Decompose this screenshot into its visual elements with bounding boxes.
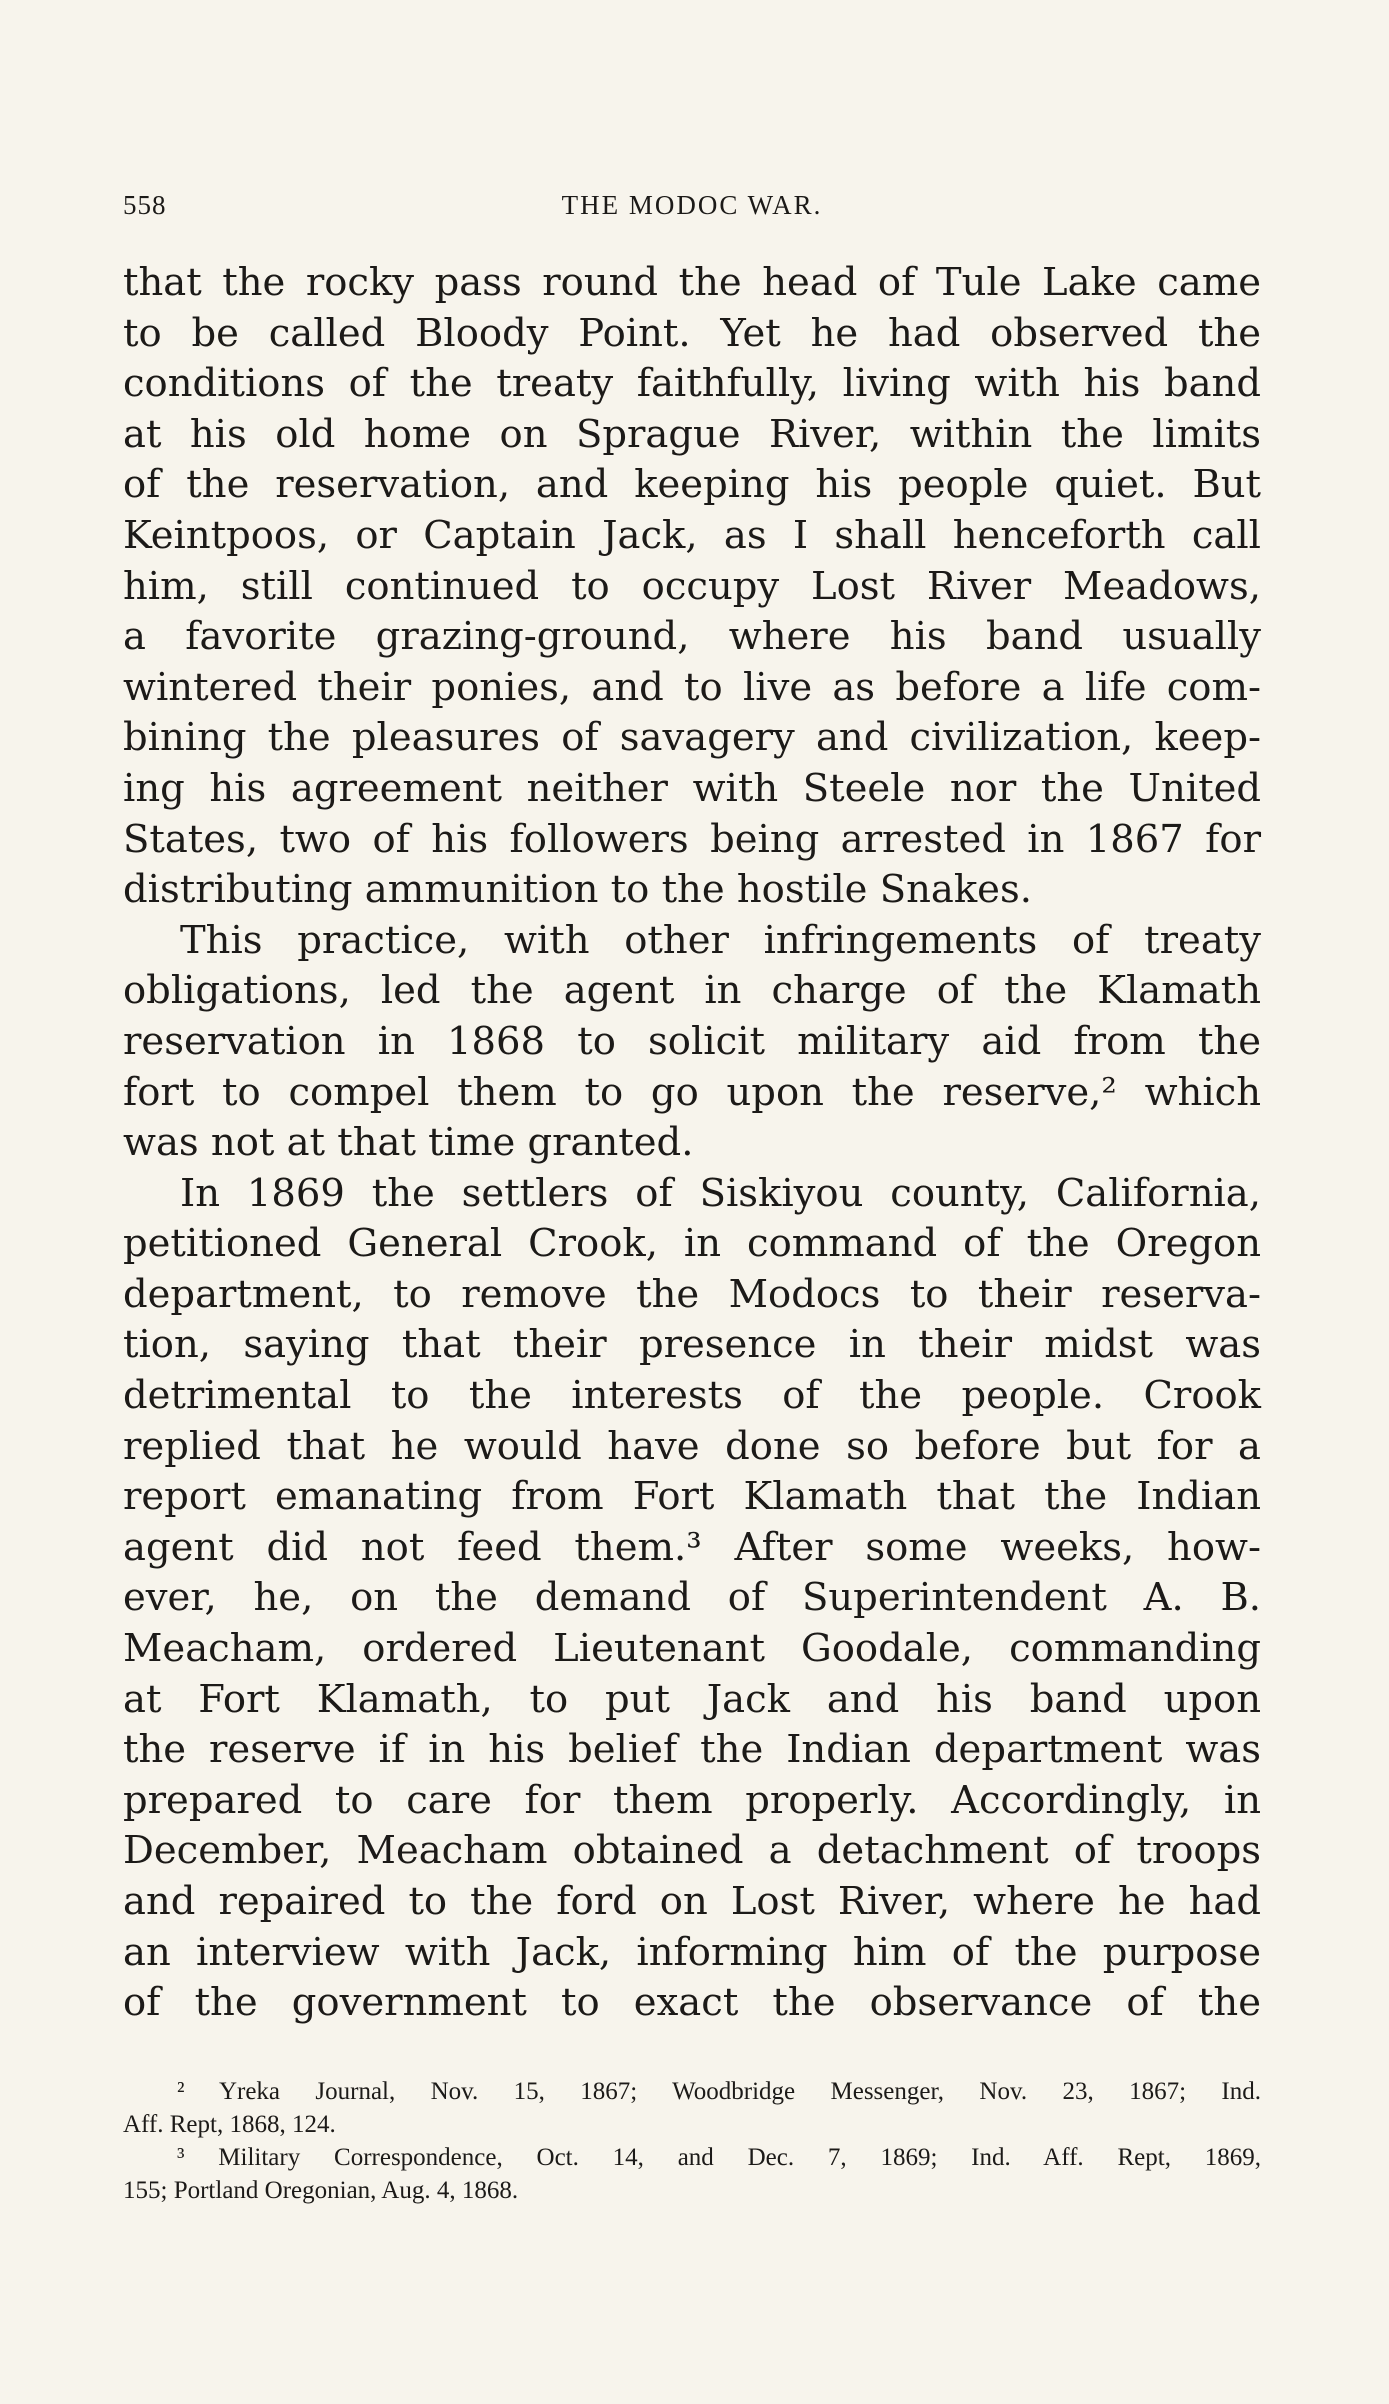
- text-line: an interview with Jack, informing him of the purpose: [123, 1929, 1261, 1975]
- text-line: ing his agreement neither with Steele nor the United: [123, 765, 1261, 811]
- text-line: the reserve if in his belief the Indian department was: [123, 1727, 1261, 1773]
- text-line: conditions of the treaty faithfully, living with his band: [123, 361, 1261, 407]
- text-line: replied that he would have done so before but for a: [123, 1423, 1261, 1469]
- text-line: petitioned General Crook, in command of the Oregon: [123, 1221, 1261, 1267]
- footnote-3: ³ Military Correspondence, Oct. 14, and Dec. 7, 1869; Ind. Aff. Rept, 1869,: [177, 2144, 1261, 2171]
- text-line: him, still continued to occupy Lost River Meadows,: [123, 563, 1261, 609]
- text-line: Keintpoos, or Captain Jack, as I shall henceforth call: [123, 512, 1261, 558]
- text-line: December, Meacham obtained a detachment of troops: [123, 1828, 1261, 1874]
- paragraph-start-line: In 1869 the settlers of Siskiyou county, California,: [180, 1170, 1261, 1216]
- text-line: obligations, led the agent in charge of the Klamath: [123, 968, 1261, 1014]
- text-line: that the rocky pass round the head of Tule Lake came: [123, 260, 1261, 305]
- page-number: 558: [123, 190, 167, 220]
- text-line: detrimental to the interests of the people. Crook: [123, 1373, 1261, 1419]
- text-line: at Fort Klamath, to put Jack and his band upon: [123, 1676, 1261, 1722]
- text-line: reservation in 1868 to solicit military aid from the: [123, 1018, 1261, 1064]
- text-line: prepared to care for them properly. Accordingly, in: [123, 1777, 1261, 1823]
- text-line: agent did not feed them.³ After some weeks, how-: [123, 1524, 1261, 1570]
- text-line: was not at that time granted.: [123, 1120, 694, 1166]
- text-line: of the reservation, and keeping his people quiet. But: [123, 462, 1261, 508]
- footnote-2-continued: Aff. Rept, 1868, 124.: [123, 2111, 336, 2138]
- text-line: Meacham, ordered Lieutenant Goodale, commanding: [123, 1626, 1261, 1672]
- running-header: [123, 190, 1261, 230]
- text-line: to be called Bloody Point. Yet he had observed the: [123, 310, 1261, 356]
- body-text: [123, 258, 1261, 2029]
- text-line: and repaired to the ford on Lost River, where he had: [123, 1879, 1261, 1924]
- text-line: distributing ammunition to the hostile Snakes.: [123, 867, 1032, 913]
- text-line: ever, he, on the demand of Superintendent A. B.: [123, 1575, 1261, 1621]
- text-line: tion, saying that their presence in their midst was: [123, 1322, 1261, 1368]
- text-line: bining the pleasures of savagery and civilization, keep-: [123, 715, 1261, 761]
- paragraph-start-line: This practice, with other infringements of treaty: [180, 917, 1261, 963]
- text-line: fort to compel them to go upon the reserve,² which: [123, 1069, 1261, 1115]
- footnote-3-continued: 155; Portland Oregonian, Aug. 4, 1868.: [123, 2177, 519, 2204]
- text-line: at his old home on Sprague River, within the limits: [123, 411, 1261, 457]
- running-title: THE MODOC WAR.: [561, 190, 823, 220]
- text-line: a favorite grazing-ground, where his band usually: [123, 614, 1261, 660]
- footnotes: [123, 2075, 1261, 2207]
- footnote-2: ² Yreka Journal, Nov. 15, 1867; Woodbridge Messenger, Nov. 23, 1867; Ind.: [177, 2078, 1261, 2105]
- text-line: of the government to exact the observance of the: [123, 1980, 1261, 2026]
- text-line: States, two of his followers being arrested in 1867 for: [123, 816, 1261, 862]
- text-line: report emanating from Fort Klamath that the Indian: [123, 1474, 1261, 1520]
- text-line: department, to remove the Modocs to their reserva-: [123, 1271, 1261, 1317]
- text-line: wintered their ponies, and to live as before a life com-: [123, 664, 1261, 710]
